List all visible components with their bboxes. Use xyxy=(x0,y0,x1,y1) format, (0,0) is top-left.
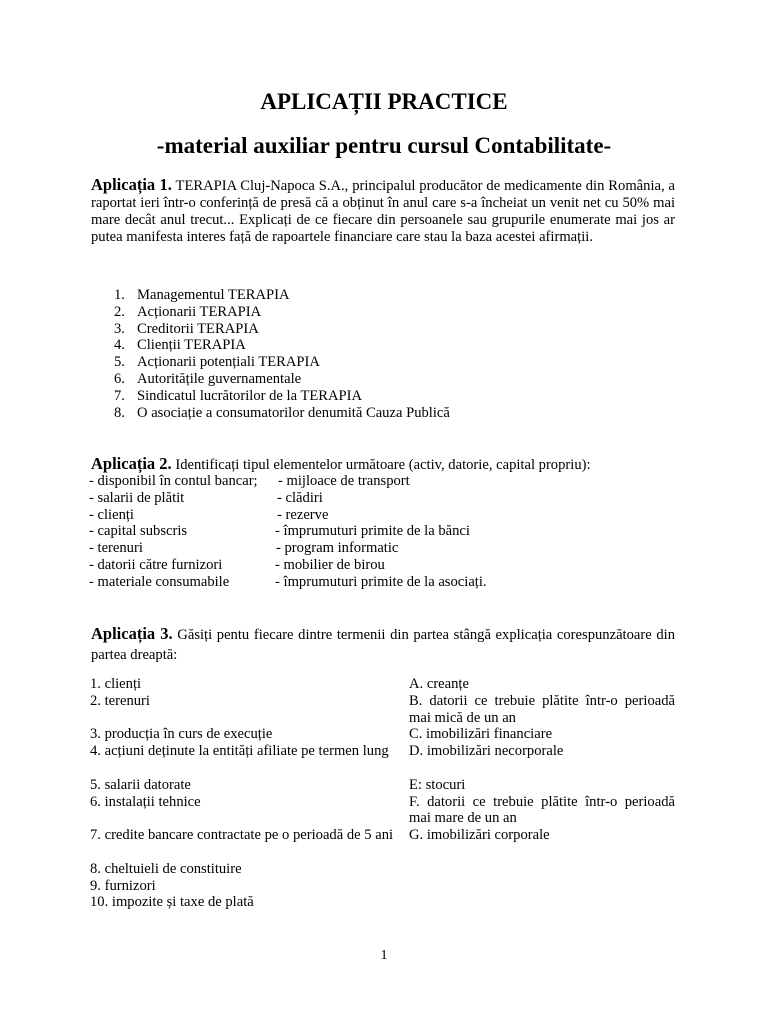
list-item: C. imobilizări financiare xyxy=(409,726,553,743)
app1-text: TERAPIA Cluj-Napoca S.A., principalul producător de medicamente din România, a raportat ieri într-o conferință de presă că a obținut în anul care s-a încheiat un venit net cu 50% mai mare decât anul trecut... Explicați de ce fiecare din persoanele sau grupurile enumerate mai jos ar putea manifesta interes față de rapoartele financiare care stau la baza acestei afirmații. xyxy=(91,178,675,245)
list-item: 1. clienți xyxy=(90,676,142,692)
list-item: - program informatic xyxy=(276,540,399,557)
app3-text: Găsiți pentu fiecare dintre termenii din partea stângă explicația corespunzătoare din partea dreaptă: xyxy=(91,627,675,663)
list-item: - disponibil în contul bancar; xyxy=(89,473,258,489)
list-item: - împrumuturi primite de la asociați. xyxy=(275,573,487,590)
app1-list xyxy=(114,287,450,421)
app1-paragraph xyxy=(91,176,675,246)
list-item: 8. O asociație a consumatorilor denumită Cauza Publică xyxy=(114,404,450,421)
list-item: 10. impozite și taxe de plată xyxy=(90,894,254,911)
list-item: - mobilier de birou xyxy=(275,557,385,573)
app3-label: Aplicația 3. xyxy=(91,624,173,643)
list-item: 4. Clienții TERAPIA xyxy=(114,337,246,354)
list-item: - materiale consumabile xyxy=(89,573,230,590)
list-item: - salarii de plătit xyxy=(89,489,185,506)
app2-label: Aplicația 2. xyxy=(91,454,172,473)
list-item: 7. Sindicatul lucrătorilor de la TERAPIA xyxy=(114,387,363,404)
app2-heading xyxy=(91,455,591,474)
list-item: A. creanțe xyxy=(409,676,469,692)
list-item: 9. furnizori xyxy=(90,877,156,894)
list-item: - terenuri xyxy=(89,540,143,557)
list-item: 6. Autoritățile guvernamentale xyxy=(114,370,302,387)
list-item: - datorii către furnizori xyxy=(89,557,223,573)
list-item: 6. instalații tehnice xyxy=(90,793,201,810)
app3-paragraph xyxy=(91,624,675,665)
list-item: 5. Acționarii potențiali TERAPIA xyxy=(114,354,320,371)
app2-text: Identificați tipul elementelor următoare (activ, datorie, capital propriu): xyxy=(175,457,591,473)
list-item: - clădiri xyxy=(277,489,323,506)
app1-label: Aplicația 1. xyxy=(91,175,172,194)
list-item: 3. producția în curs de execuție xyxy=(90,726,273,743)
list-item: F. datorii ce trebuie plătite într-o perioadă mai mare de un an xyxy=(409,793,675,827)
list-item: - capital subscris xyxy=(89,523,188,540)
list-item: - mijloace de transport xyxy=(278,473,410,489)
list-item: - împrumuturi primite de la bănci xyxy=(275,523,470,540)
list-item: 3. Creditorii TERAPIA xyxy=(114,320,259,337)
list-item: B. datorii ce trebuie plătite într-o perioadă mai mică de un an xyxy=(409,692,675,726)
list-item: 5. salarii datorate xyxy=(90,776,191,793)
page-subtitle: -material auxiliar pentru cursul Contabilitate- xyxy=(156,133,612,158)
list-item: 7. credite bancare contractate pe o perioadă de 5 ani xyxy=(90,827,394,844)
list-item: D. imobilizări necorporale xyxy=(409,743,564,760)
list-item: - rezerve xyxy=(277,506,329,523)
list-item: 8. cheltuieli de constituire xyxy=(90,860,242,877)
list-item: 1. Managementul TERAPIA xyxy=(114,287,290,303)
page-title: APLICAȚII PRACTICE xyxy=(260,89,508,114)
list-item: 2. terenuri xyxy=(90,692,150,709)
page-number: 1 xyxy=(380,948,388,963)
list-item: 2. Acționarii TERAPIA xyxy=(114,303,262,320)
list-item: G. imobilizări corporale xyxy=(409,827,550,844)
list-item: - clienți xyxy=(89,506,134,523)
list-item: 4. acțiuni deținute la entități afiliate pe termen lung xyxy=(90,743,389,760)
list-item: E: stocuri xyxy=(409,776,466,793)
